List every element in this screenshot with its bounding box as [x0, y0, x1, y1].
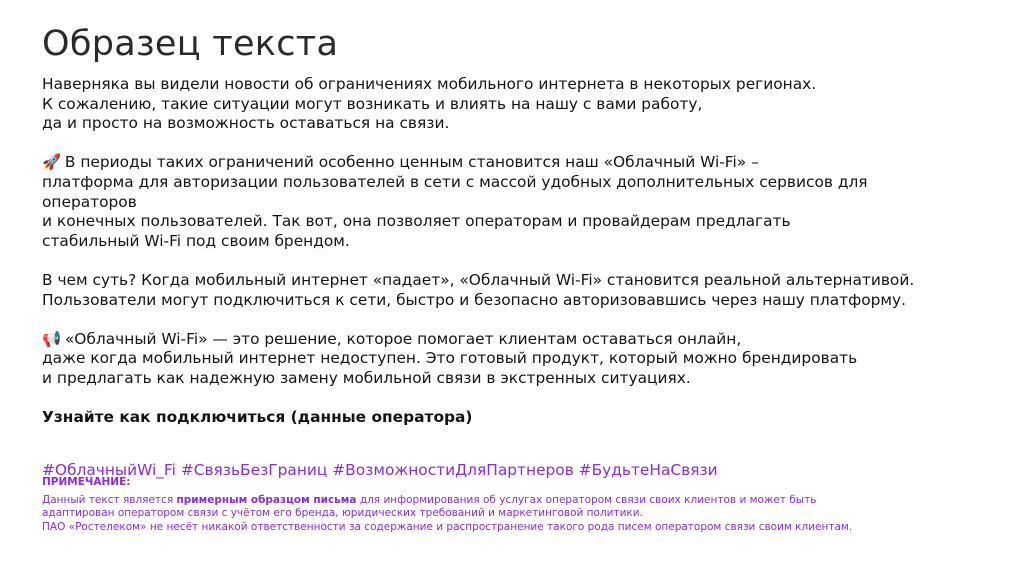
paragraph-line: Наверняка вы видели новости об ограничениях мобильного интернета в некоторых регионах.	[42, 75, 817, 93]
note-text: Данный текст является	[42, 493, 177, 506]
note-heading: ПРИМЕЧАНИЕ:	[42, 476, 131, 488]
paragraph-line: платформа для авторизации пользователей в сети с массой удобных дополнительных сервисов для	[42, 172, 868, 191]
note-emphasis: примерным образцом письма	[176, 493, 357, 506]
paragraph-line: и конечных пользователей. Так вот, она позволяет операторам и провайдерам предлагать	[42, 212, 791, 231]
paragraph-line: даже когда мобильный интернет недоступен. Это готовый продукт, который можно брендировать	[42, 349, 858, 368]
paragraph-line: стабильный Wi-Fi под своим брендом.	[42, 231, 350, 250]
call-to-action: Узнайте как подключиться (данные оператора)	[42, 408, 473, 427]
paragraph-line: да и просто на возможность оставаться на связи.	[42, 114, 450, 133]
paragraph-line: В чем суть? Когда мобильный интернет «падает», «Облачный Wi-Fi» становится реальной альтернативой.	[42, 270, 915, 289]
page-title: Образец текста	[42, 24, 339, 64]
hashtags[interactable]: #ОблачныйWi_Fi #СвязьБезГраниц #ВозможностиДляПартнеров #БудьтеНаСвязи	[42, 461, 718, 479]
paragraph-line	[42, 153, 1002, 173]
paragraph-text: «Облачный Wi-Fi» — это решение, которое помогает клиентам оставаться онлайн,	[60, 329, 742, 348]
paragraph-line: Пользователи могут подключиться к сети, быстро и безопасно авторизовавшись через нашу платформу.	[42, 290, 907, 309]
note-line: адаптирован оператором связи с учётом его бренда, юридических требований и маркетинговой политики.	[42, 507, 643, 519]
paragraph-line: операторов	[42, 192, 137, 211]
rocket-icon: 🚀	[42, 153, 62, 172]
note-line	[42, 494, 982, 508]
paragraph-line: К сожалению, такие ситуации могут возникать и влиять на нашу с вами работу,	[42, 94, 703, 113]
note-line: ПАО «Ростелеком» не несёт никакой ответственности за содержание и распространение такого рода писем оператором связи своим клиентам.	[42, 520, 853, 533]
paragraph-line: и предлагать как надежную замену мобильной связи в экстренных ситуациях.	[42, 368, 691, 387]
disclaimer-note	[42, 476, 982, 534]
letter-body	[42, 75, 1002, 428]
note-text: для информирования об услугах оператором связи своих клиентов и может быть	[356, 493, 817, 506]
paragraph-text: В периоды таких ограничений особенно ценным становится наш «Облачный Wi-Fi» –	[60, 153, 759, 172]
paragraph-line	[42, 330, 1002, 350]
megaphone-icon: 📢	[42, 329, 62, 348]
